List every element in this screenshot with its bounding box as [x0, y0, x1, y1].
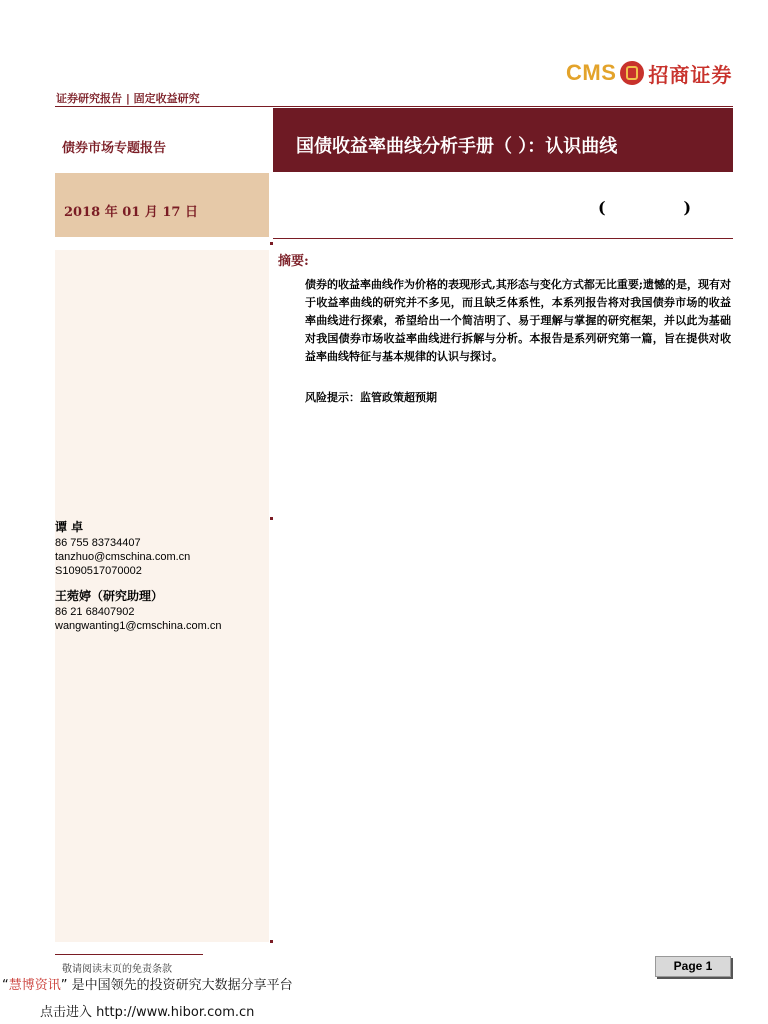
sidebar-marker: [270, 517, 273, 520]
logo-cms-text: CMS: [566, 60, 617, 85]
disclaimer-note: 敬请阅读末页的免责条款: [62, 964, 172, 975]
breadcrumb: 证券研究报告 | 固定收益研究: [56, 92, 200, 105]
subtitle-placeholder: ( ): [598, 198, 692, 217]
analyst-license: S1090517070002: [55, 565, 142, 577]
promo-banner: [2, 974, 293, 993]
analyst-name: 王菀婷（研究助理）: [55, 589, 164, 603]
analyst-card: [55, 589, 221, 633]
title-divider: [273, 238, 733, 239]
page-number: Page 1: [655, 956, 731, 977]
sidebar-marker: [270, 242, 273, 245]
report-title: 国债收益率曲线分析手册（ ）：认识曲线: [296, 136, 618, 157]
footer-divider: [55, 954, 203, 955]
analyst-email[interactable]: tanzhuo@cmschina.com.cn: [55, 551, 191, 563]
top-divider: [55, 106, 733, 107]
sidebar-marker: [270, 940, 273, 943]
abstract-heading: 摘要:: [278, 254, 309, 269]
analyst-card: [55, 520, 190, 578]
promo-quote-open: “: [2, 978, 9, 993]
report-series-label: 债券市场专题报告: [62, 141, 167, 156]
risk-warning: 风险提示：监管政策超预期: [305, 391, 437, 404]
promo-brand[interactable]: 慧博资讯: [8, 978, 61, 993]
analyst-phone: 86 755 83734407: [55, 537, 141, 549]
report-date: 2018 年 01 月 17 日: [64, 205, 198, 220]
analyst-phone: 86 21 68407902: [55, 606, 135, 618]
logo-cn-text: 招商证券: [648, 62, 733, 87]
abstract-body: 债券的收益率曲线作为价格的表现形式,其形态与变化方式都无比重要;遗憾的是，现有对于收益率曲线的研究并不多见，而且缺乏体系性，本系列报告将对我国债券市场的收益率曲线进行探索，希望给出一个简洁明了、易于理解与掌握的研究框架，并以此为基础对我国债券市场收益率曲线进行拆解与分析。本报告是系列研究第一篇，旨在提供对收益率曲线特征与基本规律的认识与探讨。: [305, 278, 731, 363]
analyst-email[interactable]: wangwanting1@cmschina.com.cn: [55, 620, 222, 632]
promo-text: ” 是中国领先的投资研究大数据分享平台: [60, 978, 293, 993]
promo-link[interactable]: 点击进入 http://www.hibor.com.cn: [40, 1005, 255, 1020]
logo-emblem-icon: [620, 61, 644, 85]
analyst-name: 谭 卓: [55, 520, 84, 534]
cms-logo: [566, 58, 732, 88]
